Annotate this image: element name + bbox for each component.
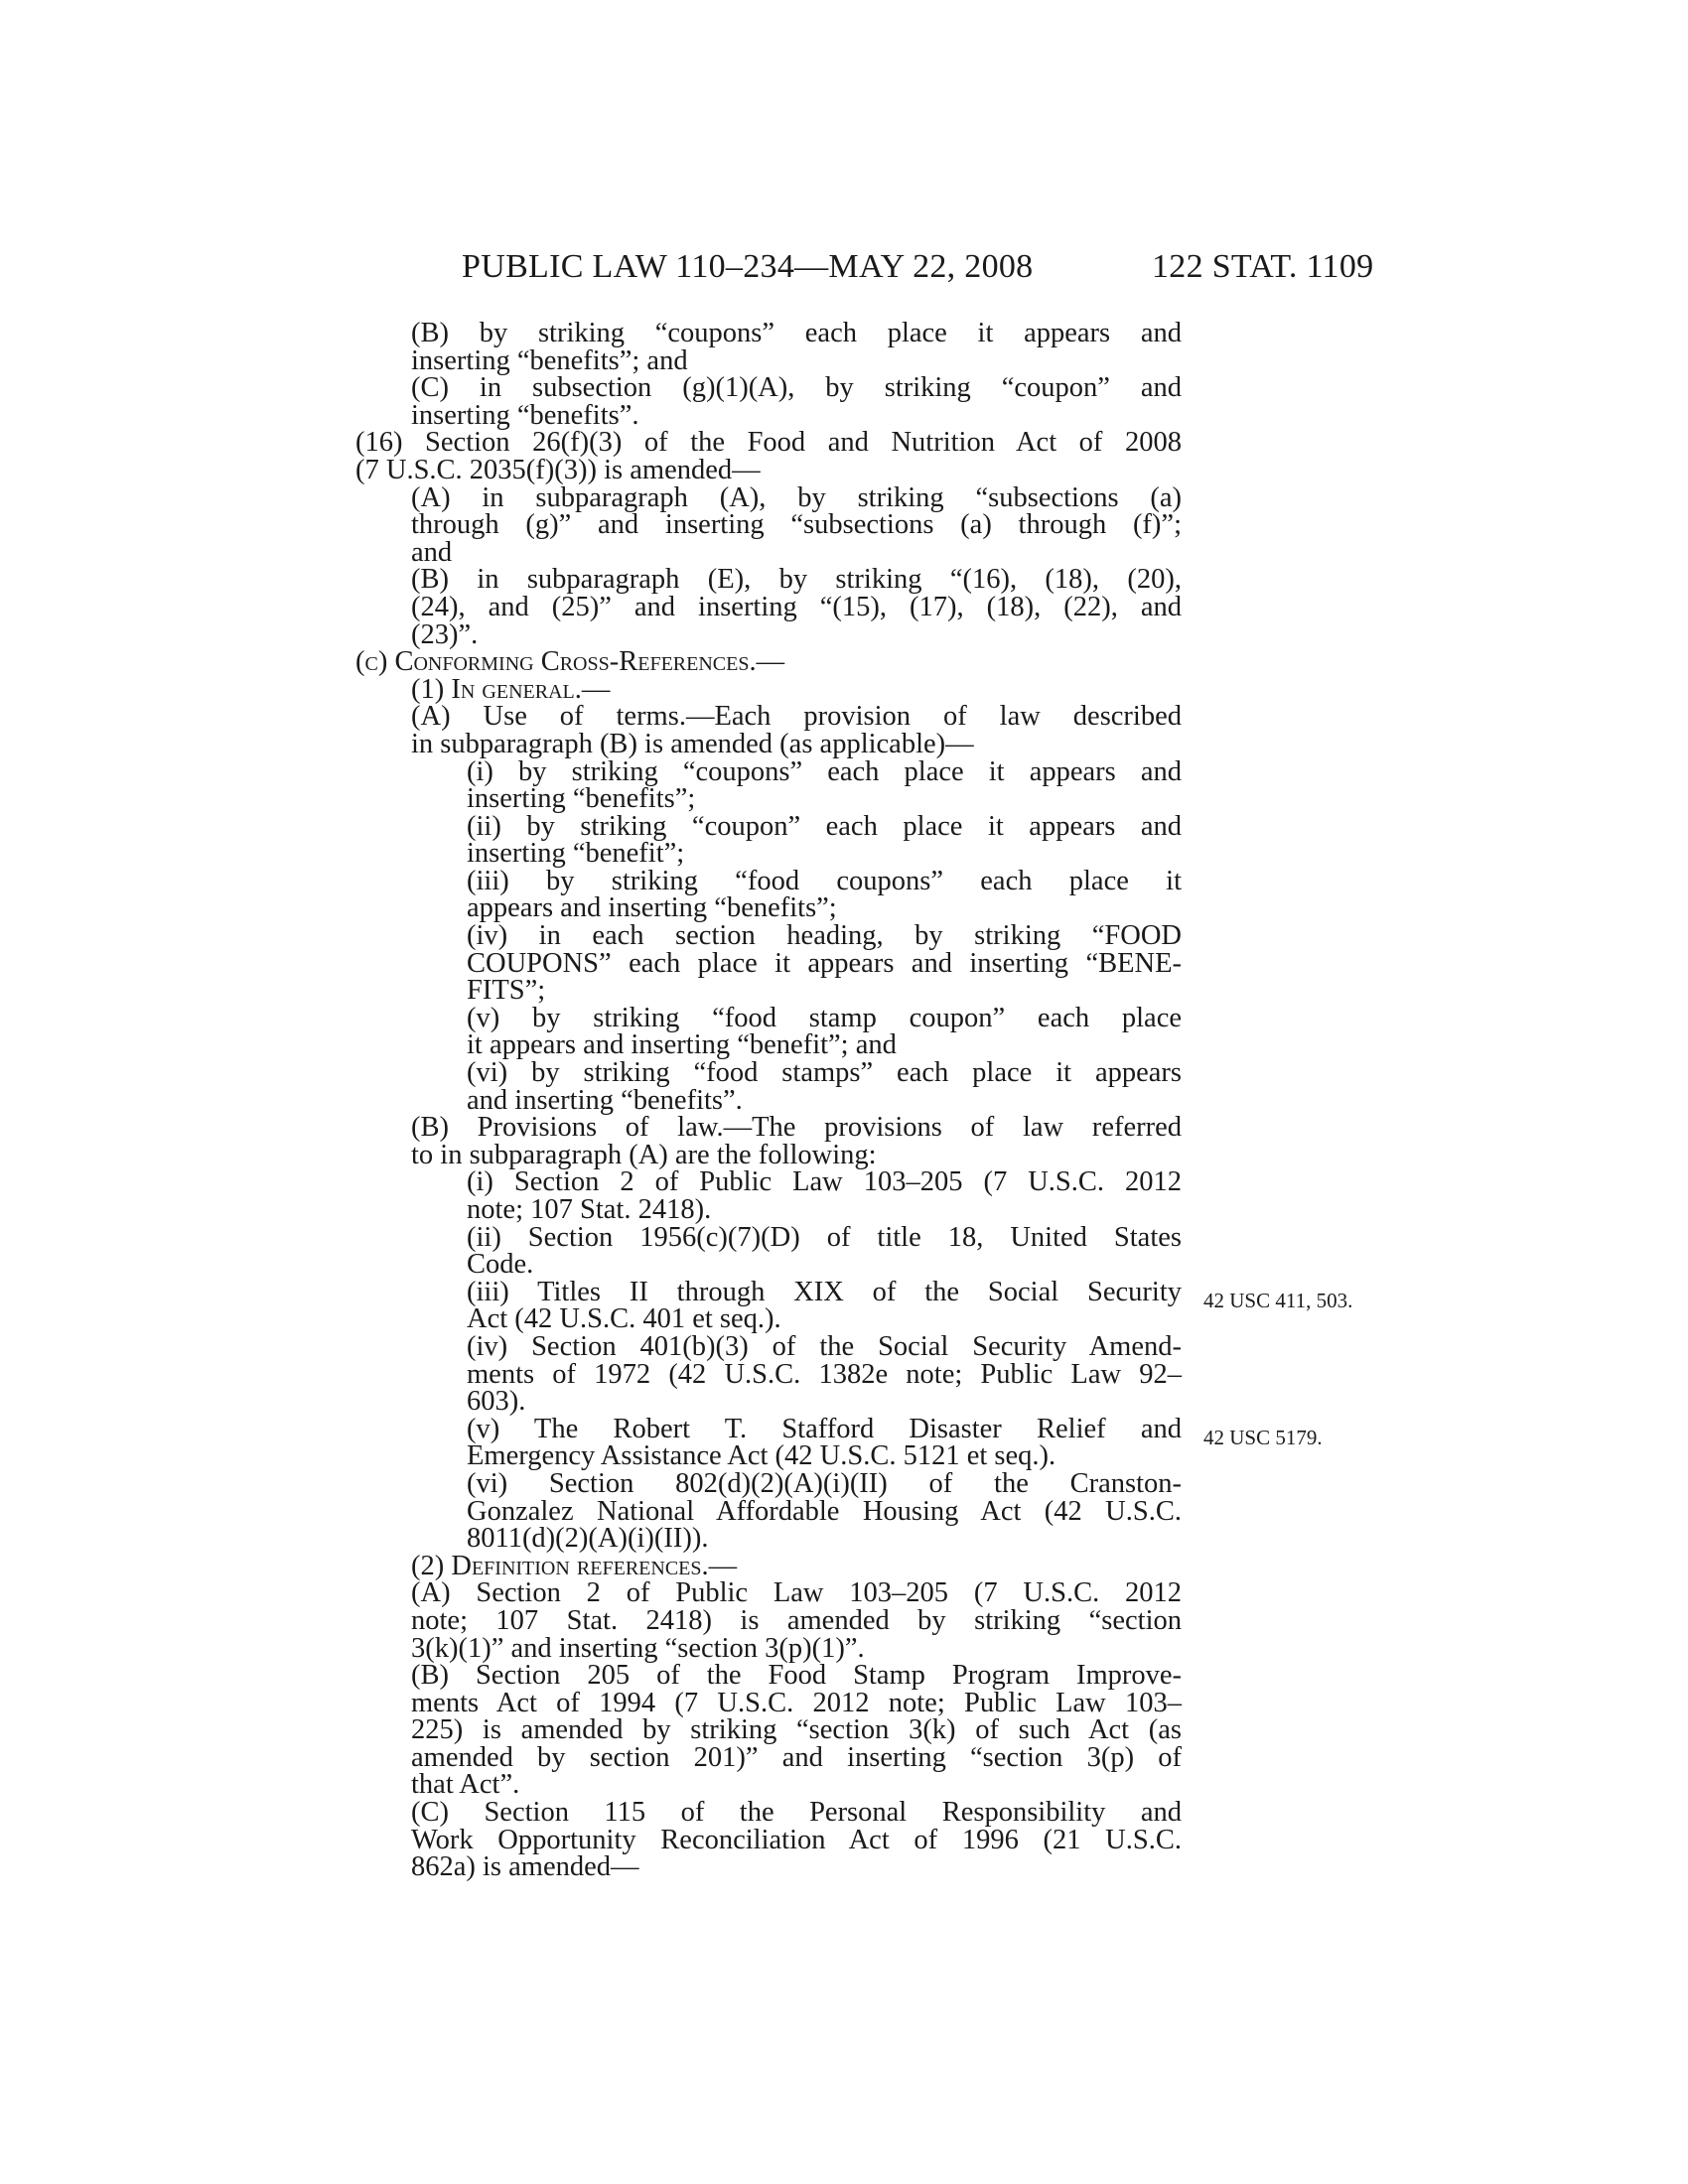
text-line: (i) by striking “coupons” each place it appears and	[467, 755, 1182, 787]
text-line: through (g)” and inserting “subsections (a) through (f)”;	[411, 509, 1182, 541]
text-line: 603).	[467, 1386, 526, 1418]
text-line: note; 107 Stat. 2418) is amended by striking “section	[411, 1604, 1182, 1636]
text-line: (B) in subparagraph (E), by striking “(16), (18), (20),	[411, 564, 1182, 596]
text-line: Emergency Assistance Act (42 U.S.C. 5121 et seq.).	[467, 1440, 1056, 1472]
text-line: 3(k)(1)” and inserting “section 3(p)(1)”.	[411, 1632, 865, 1664]
text-line: ments Act of 1994 (7 U.S.C. 2012 note; Public Law 103–	[411, 1687, 1182, 1718]
text-line: 8011(d)(2)(A)(i)(II)).	[467, 1523, 709, 1555]
text-line: Gonzalez National Affordable Housing Act (42 U.S.C.	[467, 1495, 1182, 1527]
text-line: and	[411, 536, 453, 568]
text-line: appears and inserting “benefits”;	[467, 892, 837, 924]
text-line: (C) in subsection (g)(1)(A), by striking “coupon” and	[411, 372, 1182, 404]
margin-note-usc-5179: 42 USC 5179.	[1203, 1426, 1323, 1449]
text-line: COUPONS” each place it appears and inserting “BENE-	[467, 947, 1182, 979]
text-line: to in subparagraph (A) are the following:	[411, 1139, 877, 1170]
text-line: (B) Section 205 of the Food Stamp Program Improve-	[411, 1660, 1182, 1692]
section-heading: (c) Conforming Cross-References.—	[355, 646, 785, 678]
text-line: in subparagraph (B) is amended (as applicable)—	[411, 728, 974, 759]
subsection-heading: (1) In general.—	[411, 673, 611, 705]
text-line: (C) Section 115 of the Personal Responsibility and	[411, 1797, 1182, 1829]
margin-note-usc-411: 42 USC 411, 503.	[1203, 1289, 1353, 1312]
text-line: (iv) in each section heading, by striking “FOOD	[467, 920, 1182, 952]
text-line: (A) Section 2 of Public Law 103–205 (7 U.S.C. 2012	[411, 1577, 1182, 1609]
text-line: (ii) Section 1956(c)(7)(D) of title 18, United States	[467, 1221, 1182, 1253]
running-header-title: PUBLIC LAW 110–234—MAY 22, 2008	[462, 248, 1034, 285]
text-line: (16) Section 26(f)(3) of the Food and Nutrition Act of 2008	[355, 427, 1182, 459]
text-line: (23)”.	[411, 618, 479, 650]
text-line: (vi) by striking “food stamps” each place it appears	[467, 1057, 1182, 1089]
text-line: Act (42 U.S.C. 401 et seq.).	[467, 1303, 781, 1335]
running-header-page: 122 STAT. 1109	[1152, 248, 1374, 285]
text-line: (i) Section 2 of Public Law 103–205 (7 U.S.C. 2012	[467, 1166, 1182, 1198]
text-line: (iii) by striking “food coupons” each place it	[467, 865, 1182, 896]
document-body	[355, 320, 1182, 1881]
text-line: (B) by striking “coupons” each place it appears and	[411, 318, 1182, 348]
text-line: (vi) Section 802(d)(2)(A)(i)(II) of the Cranston-	[467, 1467, 1182, 1499]
text-line: inserting “benefits”; and	[411, 344, 688, 376]
text-line: inserting “benefit”;	[467, 838, 685, 870]
text-line: it appears and inserting “benefit”; and	[467, 1029, 897, 1061]
text-line: (A) Use of terms.—Each provision of law described	[411, 701, 1182, 733]
text-line: (7 U.S.C. 2035(f)(3)) is amended—	[355, 454, 761, 485]
text-line: (ii) by striking “coupon” each place it appears and	[467, 810, 1182, 842]
text-line: (iv) Section 401(b)(3) of the Social Security Amend-	[467, 1330, 1182, 1362]
text-line: Work Opportunity Reconciliation Act of 1996 (21 U.S.C.	[411, 1824, 1182, 1855]
text-line: note; 107 Stat. 2418).	[467, 1194, 712, 1225]
text-line: that Act”.	[411, 1769, 520, 1801]
text-line: (24), and (25)” and inserting “(15), (17), (18), (22), and	[411, 591, 1182, 622]
text-line: (iii) Titles II through XIX of the Social Security	[467, 1276, 1182, 1307]
text-line: FITS”;	[467, 975, 546, 1007]
text-line: 862a) is amended—	[411, 1851, 639, 1883]
text-line: (v) by striking “food stamp coupon” each place	[467, 1002, 1182, 1033]
text-line: ments of 1972 (42 U.S.C. 1382e note; Public Law 92–	[467, 1358, 1182, 1390]
text-line: and inserting “benefits”.	[467, 1084, 743, 1116]
subsection-heading: (2) Definition references.—	[411, 1550, 738, 1581]
text-line: 225) is amended by striking “section 3(k) of such Act (as	[411, 1714, 1182, 1746]
text-line: (A) in subparagraph (A), by striking “subsections (a)	[411, 481, 1182, 513]
text-line: amended by section 201)” and inserting “section 3(p) of	[411, 1741, 1182, 1773]
text-line: (v) The Robert T. Stafford Disaster Relief and	[467, 1413, 1182, 1444]
text-line: inserting “benefits”;	[467, 783, 696, 815]
text-line: inserting “benefits”.	[411, 399, 639, 431]
text-line: Code.	[467, 1249, 534, 1281]
text-line: (B) Provisions of law.—The provisions of law referred	[411, 1112, 1182, 1144]
